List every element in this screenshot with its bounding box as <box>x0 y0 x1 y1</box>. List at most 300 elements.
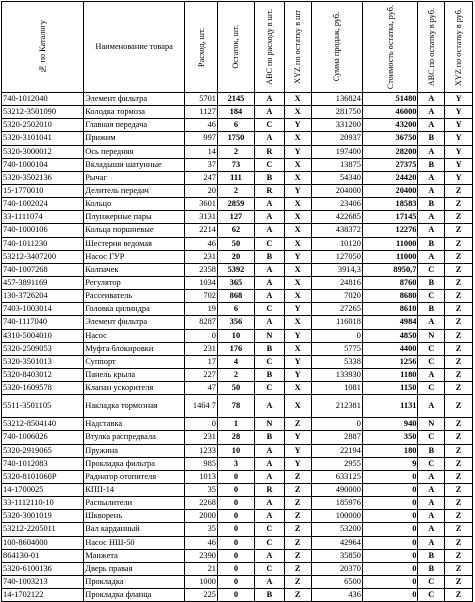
cell-stock: 0 <box>217 497 254 510</box>
cell-consumption: 225 <box>185 589 218 602</box>
cell-xyz-stock: Z <box>284 536 311 549</box>
cell-stock-value: 1256 <box>362 355 418 368</box>
cell-name: Суппорт <box>84 355 185 368</box>
cell-abc-consumption: R <box>254 145 284 158</box>
cell-sales-sum: 281750 <box>311 106 362 119</box>
cell-stock-value: 27375 <box>362 158 418 171</box>
cell-name: Вкладыши шатунные <box>84 158 185 171</box>
cell-catalog: 130-3726204 <box>2 290 84 303</box>
cell-name: Кольцо <box>84 198 185 211</box>
cell-catalog: 5320-2919065 <box>2 444 84 457</box>
cell-xyz-stock: Y <box>284 368 311 381</box>
cell-xyz-stock-rub: Z <box>445 457 473 470</box>
table-row <box>2 119 473 132</box>
cell-abc-stock: B <box>418 198 445 211</box>
cell-consumption: 20 <box>185 184 218 197</box>
cell-abc-consumption: A <box>254 510 284 523</box>
cell-xyz-stock: Z <box>284 483 311 496</box>
cell-catalog: 740-1002024 <box>2 198 84 211</box>
cell-abc-stock: A <box>418 536 445 549</box>
cell-name: Плунжерные пары <box>84 211 185 224</box>
cell-abc-stock: B <box>418 549 445 562</box>
cell-abc-consumption: A <box>254 457 284 470</box>
table-row <box>2 316 473 329</box>
cell-catalog: 7403-1003014 <box>2 303 84 316</box>
table-row <box>2 431 473 444</box>
cell-stock-value: 43200 <box>362 119 418 132</box>
cell-abc-consumption: A <box>254 497 284 510</box>
cell-abc-stock: C <box>418 382 445 395</box>
cell-catalog: 5320-3101041 <box>2 132 84 145</box>
cell-abc-consumption: A <box>254 290 284 303</box>
cell-stock-value: 8760 <box>362 276 418 289</box>
cell-stock-value: 4850 <box>362 329 418 342</box>
cell-sales-sum: 42964 <box>311 536 362 549</box>
table-row <box>2 290 473 303</box>
cell-consumption: 35 <box>185 523 218 536</box>
cell-catalog: 53212-2205011 <box>2 523 84 536</box>
table-row <box>2 549 473 562</box>
cell-consumption: 231 <box>185 431 218 444</box>
cell-xyz-stock: Y <box>284 119 311 132</box>
cell-stock: 78 <box>217 395 254 418</box>
cell-sales-sum: 100000 <box>311 510 362 523</box>
cell-xyz-stock-rub: Z <box>445 497 473 510</box>
cell-abc-stock: N <box>418 418 445 431</box>
cell-stock: 176 <box>217 342 254 355</box>
cell-stock-value: 36750 <box>362 132 418 145</box>
cell-consumption: 2390 <box>185 549 218 562</box>
cell-consumption: 8287 <box>185 316 218 329</box>
table-row <box>2 444 473 457</box>
header-abc-consumption: АВС по расходу в шт. <box>254 2 284 93</box>
cell-xyz-stock-rub: Z <box>445 276 473 289</box>
table-row <box>2 497 473 510</box>
cell-stock: 0 <box>217 562 254 575</box>
cell-abc-stock: A <box>418 395 445 418</box>
cell-abc-stock: B <box>418 132 445 145</box>
cell-stock: 4 <box>217 355 254 368</box>
cell-abc-stock: A <box>418 483 445 496</box>
cell-consumption: 1034 <box>185 276 218 289</box>
cell-abc-consumption: B <box>254 589 284 602</box>
cell-stock-value: 0 <box>362 575 418 588</box>
cell-xyz-stock-rub: Z <box>445 184 473 197</box>
cell-stock-value: 0 <box>362 549 418 562</box>
cell-abc-consumption: B <box>254 342 284 355</box>
table-row <box>2 510 473 523</box>
cell-sales-sum: 24816 <box>311 276 362 289</box>
cell-xyz-stock-rub: Z <box>445 211 473 224</box>
cell-xyz-stock: Y <box>284 145 311 158</box>
cell-abc-consumption: N <box>254 418 284 431</box>
table-row <box>2 211 473 224</box>
header-catalog: № по Каталогу <box>2 2 84 93</box>
cell-abc-consumption: C <box>254 523 284 536</box>
cell-name: Надставка <box>84 418 185 431</box>
table-row <box>2 250 473 263</box>
cell-sales-sum: 0 <box>311 329 362 342</box>
cell-abc-stock: B <box>418 158 445 171</box>
cell-catalog: 5320-3001019 <box>2 510 84 523</box>
table-row <box>2 395 473 418</box>
cell-xyz-stock-rub: Z <box>445 483 473 496</box>
cell-sales-sum: 436 <box>311 589 362 602</box>
cell-consumption: 2214 <box>185 224 218 237</box>
cell-sales-sum: 212381 <box>311 395 362 418</box>
cell-sales-sum: 2887 <box>311 431 362 444</box>
cell-consumption: 17 <box>185 355 218 368</box>
cell-xyz-stock-rub: Y <box>445 93 473 106</box>
table-row <box>2 198 473 211</box>
header-abc-stock: АВС по остатку в руб. <box>418 2 445 93</box>
cell-consumption: 2000 <box>185 510 218 523</box>
cell-name: Манжета <box>84 549 185 562</box>
cell-stock-value: 0 <box>362 483 418 496</box>
cell-xyz-stock-rub: Z <box>445 316 473 329</box>
cell-xyz-stock: X <box>284 171 311 184</box>
cell-sales-sum: 13875 <box>311 158 362 171</box>
cell-catalog: 457-3891169 <box>2 276 84 289</box>
cell-abc-stock: A <box>418 470 445 483</box>
cell-consumption: 5701 <box>185 93 218 106</box>
cell-xyz-stock-rub: Y <box>445 158 473 171</box>
cell-stock-value: 350 <box>362 431 418 444</box>
cell-abc-consumption: A <box>254 395 284 418</box>
cell-sales-sum: 53200 <box>311 523 362 536</box>
cell-catalog: 15-1770010 <box>2 184 84 197</box>
cell-stock: 111 <box>217 171 254 184</box>
cell-xyz-stock-rub: Z <box>445 263 473 276</box>
cell-consumption: 997 <box>185 132 218 145</box>
cell-name: Насос НШ-50 <box>84 536 185 549</box>
cell-consumption: 0 <box>185 329 218 342</box>
cell-consumption: 231 <box>185 342 218 355</box>
cell-stock-value: 9 <box>362 457 418 470</box>
cell-consumption: 46 <box>185 237 218 250</box>
table-row <box>2 132 473 145</box>
cell-stock: 356 <box>217 316 254 329</box>
cell-xyz-stock-rub: Z <box>445 562 473 575</box>
table-row <box>2 355 473 368</box>
cell-xyz-stock-rub: Z <box>445 237 473 250</box>
table-row <box>2 237 473 250</box>
cell-sales-sum: 331200 <box>311 119 362 132</box>
cell-xyz-stock-rub: Z <box>445 418 473 431</box>
cell-abc-stock: A <box>418 145 445 158</box>
cell-stock-value: 1180 <box>362 368 418 381</box>
cell-catalog: 5320-2502010 <box>2 119 84 132</box>
cell-xyz-stock-rub: Z <box>445 342 473 355</box>
cell-name: Накладка тормозная <box>84 395 185 418</box>
cell-name: Панель крыла <box>84 368 185 381</box>
cell-sales-sum: 5338 <box>311 355 362 368</box>
cell-xyz-stock: Y <box>284 329 311 342</box>
cell-xyz-stock: X <box>284 276 311 289</box>
cell-abc-consumption: A <box>254 316 284 329</box>
cell-name: Прокладка фильтра <box>84 457 185 470</box>
cell-sales-sum: 633125 <box>311 470 362 483</box>
cell-abc-consumption: R <box>254 184 284 197</box>
cell-sales-sum: 20937 <box>311 132 362 145</box>
cell-stock: 2 <box>217 145 254 158</box>
cell-abc-stock: A <box>418 510 445 523</box>
table-row <box>2 562 473 575</box>
cell-abc-consumption: A <box>254 575 284 588</box>
cell-xyz-stock-rub: Z <box>445 303 473 316</box>
cell-stock-value: 12276 <box>362 224 418 237</box>
cell-sales-sum: 116018 <box>311 316 362 329</box>
cell-consumption: 47 <box>185 382 218 395</box>
cell-stock: 2859 <box>217 198 254 211</box>
cell-abc-stock: A <box>418 523 445 536</box>
cell-sales-sum: 3914,3 <box>311 263 362 276</box>
cell-abc-consumption: C <box>254 237 284 250</box>
cell-catalog: 4310-5004010 <box>2 329 84 342</box>
cell-catalog: 5320-8101060P <box>2 470 84 483</box>
cell-stock-value: 8610 <box>362 303 418 316</box>
cell-stock-value: 18583 <box>362 198 418 211</box>
header-xyz-stock: XYZ по остатку в шт <box>284 2 311 93</box>
cell-name: Рассеиватель <box>84 290 185 303</box>
cell-abc-consumption: C <box>254 119 284 132</box>
cell-name: Прокладка фланца <box>84 589 185 602</box>
cell-stock-value: 8680 <box>362 290 418 303</box>
cell-name: Рычаг <box>84 171 185 184</box>
cell-consumption: 2268 <box>185 497 218 510</box>
cell-xyz-stock-rub: Z <box>445 355 473 368</box>
cell-consumption: 702 <box>185 290 218 303</box>
cell-abc-stock: A <box>418 250 445 263</box>
cell-consumption: 247 <box>185 171 218 184</box>
cell-stock: 868 <box>217 290 254 303</box>
cell-xyz-stock-rub: Z <box>445 329 473 342</box>
cell-xyz-stock: Y <box>284 457 311 470</box>
cell-abc-stock: C <box>418 342 445 355</box>
table-row <box>2 329 473 342</box>
table-row <box>2 342 473 355</box>
cell-stock: 3 <box>217 457 254 470</box>
cell-catalog: 740-1011230 <box>2 237 84 250</box>
cell-sales-sum: 2955 <box>311 457 362 470</box>
cell-xyz-stock: Y <box>284 444 311 457</box>
header-stock-value: Стоимость остатка, руб. <box>362 2 418 93</box>
cell-catalog: 5320-1609578 <box>2 382 84 395</box>
cell-abc-consumption: C <box>254 303 284 316</box>
cell-abc-consumption: A <box>254 132 284 145</box>
cell-sales-sum: 133930 <box>311 368 362 381</box>
cell-stock: 6 <box>217 303 254 316</box>
cell-abc-stock: C <box>418 431 445 444</box>
cell-catalog: 5320-3000012 <box>2 145 84 158</box>
abc-xyz-table <box>1 1 473 602</box>
cell-sales-sum: 35850 <box>311 549 362 562</box>
cell-xyz-stock: Z <box>284 510 311 523</box>
cell-sales-sum: 1081 <box>311 382 362 395</box>
cell-stock-value: 51480 <box>362 93 418 106</box>
table-row <box>2 483 473 496</box>
cell-consumption: 14 <box>185 145 218 158</box>
cell-xyz-stock-rub: Z <box>445 198 473 211</box>
cell-stock-value: 0 <box>362 589 418 602</box>
cell-stock: 5392 <box>217 263 254 276</box>
cell-catalog: 53212-3501090 <box>2 106 84 119</box>
cell-abc-consumption: A <box>254 263 284 276</box>
cell-abc-consumption: N <box>254 329 284 342</box>
cell-xyz-stock-rub: Y <box>445 171 473 184</box>
cell-stock-value: 46000 <box>362 106 418 119</box>
cell-name: Распылители <box>84 497 185 510</box>
cell-xyz-stock: Z <box>284 418 311 431</box>
header-stock: Остаток, шт. <box>217 2 254 93</box>
cell-consumption: 1000 <box>185 575 218 588</box>
cell-abc-consumption: A <box>254 211 284 224</box>
cell-abc-stock: A <box>418 93 445 106</box>
table-row <box>2 158 473 171</box>
cell-abc-stock: B <box>418 444 445 457</box>
table-row <box>2 536 473 549</box>
cell-xyz-stock-rub: Z <box>445 395 473 418</box>
header-name: Наименование товара <box>84 2 185 93</box>
cell-xyz-stock: Y <box>284 250 311 263</box>
cell-xyz-stock: Z <box>284 589 311 602</box>
cell-catalog: 740-1012040 <box>2 93 84 106</box>
cell-xyz-stock: Y <box>284 431 311 444</box>
table-row <box>2 457 473 470</box>
cell-sales-sum: 438372 <box>311 224 362 237</box>
cell-stock-value: 11000 <box>362 250 418 263</box>
cell-consumption: 46 <box>185 536 218 549</box>
cell-catalog: 33-1112110-10 <box>2 497 84 510</box>
cell-xyz-stock-rub: Z <box>445 523 473 536</box>
cell-sales-sum: 127050 <box>311 250 362 263</box>
cell-name: Прокладка <box>84 575 185 588</box>
cell-xyz-stock: X <box>284 106 311 119</box>
cell-abc-consumption: A <box>254 106 284 119</box>
cell-consumption: 2358 <box>185 263 218 276</box>
cell-abc-stock: C <box>418 575 445 588</box>
cell-sales-sum: 20370 <box>311 562 362 575</box>
cell-stock: 184 <box>217 106 254 119</box>
table-row <box>2 382 473 395</box>
cell-abc-consumption: C <box>254 355 284 368</box>
cell-xyz-stock: Z <box>284 470 311 483</box>
table-row <box>2 589 473 602</box>
cell-name: Клапан ускорителя <box>84 382 185 395</box>
cell-xyz-stock-rub: Z <box>445 470 473 483</box>
cell-stock: 0 <box>217 523 254 536</box>
cell-xyz-stock: Z <box>284 575 311 588</box>
cell-xyz-stock-rub: Z <box>445 368 473 381</box>
cell-catalog: 5511-3501105 <box>2 395 84 418</box>
table-row <box>2 303 473 316</box>
cell-consumption: 1127 <box>185 106 218 119</box>
cell-catalog: 5320-6100136 <box>2 562 84 575</box>
cell-xyz-stock-rub: Z <box>445 431 473 444</box>
cell-abc-consumption: A <box>254 224 284 237</box>
cell-abc-consumption: C <box>254 382 284 395</box>
cell-stock: 10 <box>217 329 254 342</box>
table-row <box>2 184 473 197</box>
table-row <box>2 575 473 588</box>
cell-abc-stock: C <box>418 263 445 276</box>
cell-abc-stock: C <box>418 589 445 602</box>
cell-consumption: 227 <box>185 368 218 381</box>
cell-xyz-stock-rub: Y <box>445 106 473 119</box>
cell-abc-stock: C <box>418 457 445 470</box>
cell-stock: 50 <box>217 237 254 250</box>
cell-abc-stock: A <box>418 497 445 510</box>
cell-xyz-stock: X <box>284 316 311 329</box>
cell-xyz-stock-rub: Z <box>445 575 473 588</box>
cell-name: Вал карданный <box>84 523 185 536</box>
cell-catalog: 53212-8504140 <box>2 418 84 431</box>
cell-abc-consumption: A <box>254 470 284 483</box>
cell-abc-stock: A <box>418 316 445 329</box>
cell-name: КПП-14 <box>84 483 185 496</box>
cell-sales-sum: 5775 <box>311 342 362 355</box>
cell-name: Насос ГУР <box>84 250 185 263</box>
cell-consumption: 21 <box>185 562 218 575</box>
table-row <box>2 368 473 381</box>
cell-xyz-stock-rub: Z <box>445 382 473 395</box>
cell-abc-stock: B <box>418 276 445 289</box>
cell-stock-value: 4400 <box>362 342 418 355</box>
cell-xyz-stock: Y <box>284 184 311 197</box>
cell-catalog: 100-8604000 <box>2 536 84 549</box>
cell-stock-value: 11000 <box>362 237 418 250</box>
cell-stock-value: 0 <box>362 536 418 549</box>
cell-stock: 2 <box>217 184 254 197</box>
cell-sales-sum: 27265 <box>311 303 362 316</box>
cell-stock: 0 <box>217 510 254 523</box>
cell-stock: 365 <box>217 276 254 289</box>
cell-xyz-stock-rub: Z <box>445 224 473 237</box>
cell-stock: 20 <box>217 250 254 263</box>
cell-xyz-stock: X <box>284 224 311 237</box>
table-row <box>2 93 473 106</box>
cell-name: Делитель передач <box>84 184 185 197</box>
cell-xyz-stock: Z <box>284 523 311 536</box>
cell-abc-consumption: A <box>254 276 284 289</box>
cell-catalog: 14-1700025 <box>2 483 84 496</box>
cell-stock: 0 <box>217 549 254 562</box>
cell-consumption: 19 <box>185 303 218 316</box>
cell-abc-consumption: B <box>254 250 284 263</box>
cell-consumption: 0 <box>185 418 218 431</box>
cell-sales-sum: 422685 <box>311 211 362 224</box>
cell-xyz-stock: Z <box>284 562 311 575</box>
cell-xyz-stock-rub: Z <box>445 536 473 549</box>
cell-stock: 73 <box>217 158 254 171</box>
cell-xyz-stock-rub: Y <box>445 132 473 145</box>
cell-stock-value: 24420 <box>362 171 418 184</box>
cell-sales-sum: 7020 <box>311 290 362 303</box>
table-row <box>2 263 473 276</box>
cell-stock: 0 <box>217 536 254 549</box>
cell-stock: 2145 <box>217 93 254 106</box>
cell-sales-sum: 23406 <box>311 198 362 211</box>
cell-xyz-stock-rub: Z <box>445 549 473 562</box>
cell-sales-sum: 185976 <box>311 497 362 510</box>
cell-name: Прижим <box>84 132 185 145</box>
cell-catalog: 740-1000104 <box>2 158 84 171</box>
cell-name: Элемент фильтра <box>84 93 185 106</box>
cell-abc-stock: A <box>418 184 445 197</box>
cell-sales-sum: 0 <box>311 418 362 431</box>
table-row <box>2 276 473 289</box>
cell-consumption: 3131 <box>185 211 218 224</box>
